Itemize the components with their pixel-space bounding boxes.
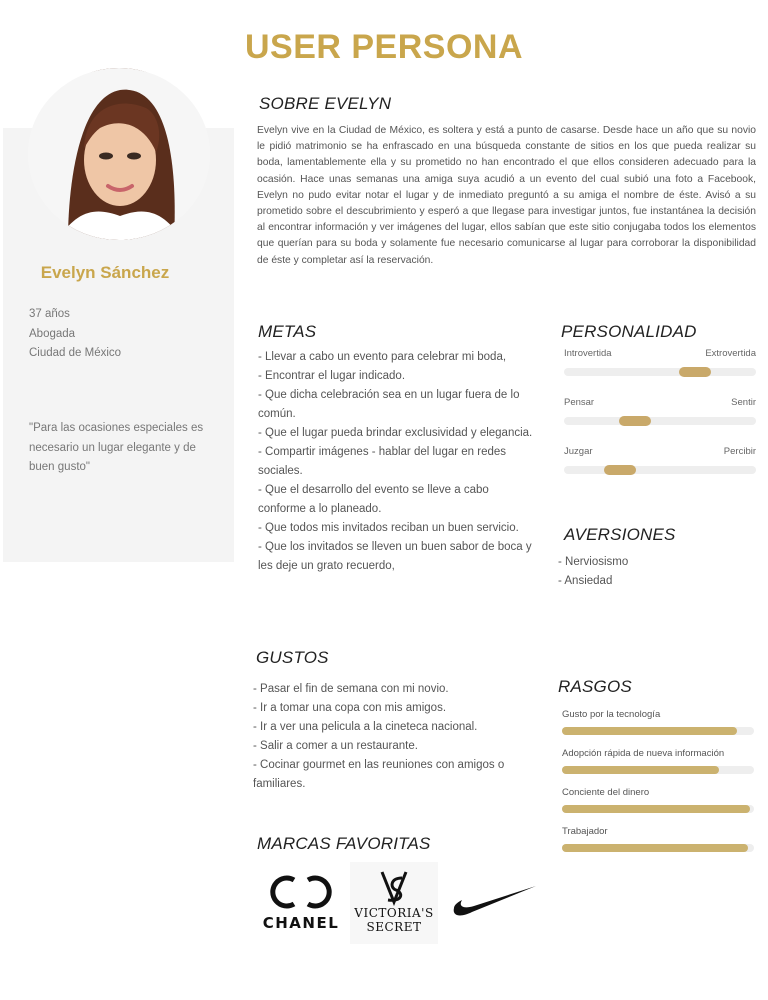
trait-label: Adopción rápida de nueva información <box>562 748 725 759</box>
chanel-logo <box>256 862 346 932</box>
chanel-wordmark: CHANEL <box>262 914 340 932</box>
trait-fill <box>562 805 750 813</box>
persona-name: Evelyn Sánchez <box>40 263 170 282</box>
page-title: USER PERSONA <box>244 28 524 66</box>
chanel-cc-icon <box>256 872 346 912</box>
persona-occupation: Abogada <box>29 327 76 340</box>
persona-location: Ciudad de México <box>29 347 122 359</box>
about-text: Evelyn vive en la Ciudad de México, es soltera y está a punto de casarse. Desde hace un año que su novio le pidió matrimonio se ha enfrascado en una búsqueda constante de sitios en los que pueda realizar su boda, lamentablemente ella y su prometido no han encontrado el que ellos consideren adecuado para la ocasión. Hace unas semanas una amiga suya acudió a un evento del cual subió una foto a Facebook, Evelyn no pudo evitar notar el lugar y de inmediato preguntó a su amiga el nombre de éste. Avisó a su prometido sobre el descubrimiento y esperó a que llegase para investigar juntos, fue instantánea la decisión al encontrar información y ver imágenes del lugar, ellos sabían que este sitio conjugaba todos los elementos que querían para su boda y solamente fue necesario comunicarse al lugar para corroborar la disponibilidad de éste y completar así la reservación. <box>257 125 756 266</box>
personality-heading: PERSONALIDAD <box>561 322 697 341</box>
list-item: - Que los invitados se lleven un buen sabor de boca y les deje un grato recuerdo, <box>258 541 532 572</box>
goals-list <box>258 348 533 576</box>
trait-fill <box>562 727 737 735</box>
persona-info <box>29 305 121 364</box>
aversions-heading: AVERSIONES <box>564 525 676 544</box>
list-item: - Que el desarrollo del evento se lleve a cabo conforme a lo planeado. <box>258 484 489 515</box>
list-item: - Llevar a cabo un evento para celebrar mi boda, <box>258 351 507 363</box>
scale-track <box>564 466 756 474</box>
list-item: - Pasar el fin de semana con mi novio. <box>253 683 449 695</box>
likes-list <box>253 680 528 794</box>
vs-monogram-icon <box>350 866 438 906</box>
list-item: - Compartir imágenes - hablar del lugar en redes sociales. <box>258 446 507 477</box>
trait-bar <box>562 748 754 774</box>
aversions-list <box>558 553 628 591</box>
personality-scale <box>564 348 756 376</box>
nike-swoosh-icon <box>450 880 540 920</box>
nike-logo <box>450 880 540 920</box>
trait-track <box>562 727 754 735</box>
trait-bar <box>562 826 754 852</box>
trait-bar <box>562 787 754 813</box>
vs-wordmark-line2: SECRET <box>366 920 422 934</box>
scale-knob <box>619 416 651 426</box>
goals-heading: METAS <box>258 322 317 341</box>
about-heading: SOBRE EVELYN <box>259 94 392 113</box>
list-item: - Cocinar gourmet en las reuniones con amigos o familiares. <box>253 759 505 790</box>
list-item: - Nerviosismo <box>558 556 629 568</box>
scale-right-label: Sentir <box>731 397 756 408</box>
list-item: - Que el lugar pueda brindar exclusividad y elegancia. <box>258 427 533 439</box>
scale-right-label: Extrovertida <box>705 348 756 359</box>
likes-heading: GUSTOS <box>256 648 329 667</box>
vs-wordmark-line1: VICTORIA'S <box>354 906 434 920</box>
traits-heading: RASGOS <box>558 677 632 696</box>
trait-track <box>562 766 754 774</box>
scale-track <box>564 368 756 376</box>
personality-scale <box>564 446 756 474</box>
trait-label: Gusto por la tecnología <box>562 709 661 720</box>
list-item: - Que todos mis invitados reciban un buen servicio. <box>258 522 519 534</box>
list-item: - Ir a tomar una copa con mis amigos. <box>253 702 447 714</box>
list-item: - Ansiedad <box>558 575 613 587</box>
scale-knob <box>679 367 711 377</box>
list-item: - Encontrar el lugar indicado. <box>258 370 406 382</box>
portrait-illustration <box>28 68 210 240</box>
trait-label: Trabajador <box>562 826 608 837</box>
persona-age: 37 años <box>29 308 70 320</box>
trait-bar <box>562 709 754 735</box>
list-item: - Ir a ver una pelicula a la cineteca nacional. <box>253 721 478 733</box>
list-item: - Que dicha celebración sea en un lugar fuera de lo común. <box>258 389 520 420</box>
persona-quote: "Para las ocasiones especiales es necesario un lugar elegante y de buen gusto" <box>29 422 204 473</box>
trait-fill <box>562 844 748 852</box>
scale-knob <box>604 465 636 475</box>
scale-left-label: Introvertida <box>564 348 612 359</box>
personality-scale <box>564 397 756 425</box>
scale-track <box>564 417 756 425</box>
scale-left-label: Juzgar <box>564 446 593 457</box>
victorias-secret-logo <box>350 862 438 944</box>
avatar <box>28 68 210 240</box>
brands-heading: MARCAS FAVORITAS <box>257 834 431 853</box>
trait-label: Conciente del dinero <box>562 787 650 798</box>
trait-track <box>562 844 754 852</box>
list-item: - Salir a comer a un restaurante. <box>253 740 418 752</box>
trait-fill <box>562 766 719 774</box>
scale-right-label: Percibir <box>723 446 756 457</box>
scale-left-label: Pensar <box>564 397 595 408</box>
trait-track <box>562 805 754 813</box>
